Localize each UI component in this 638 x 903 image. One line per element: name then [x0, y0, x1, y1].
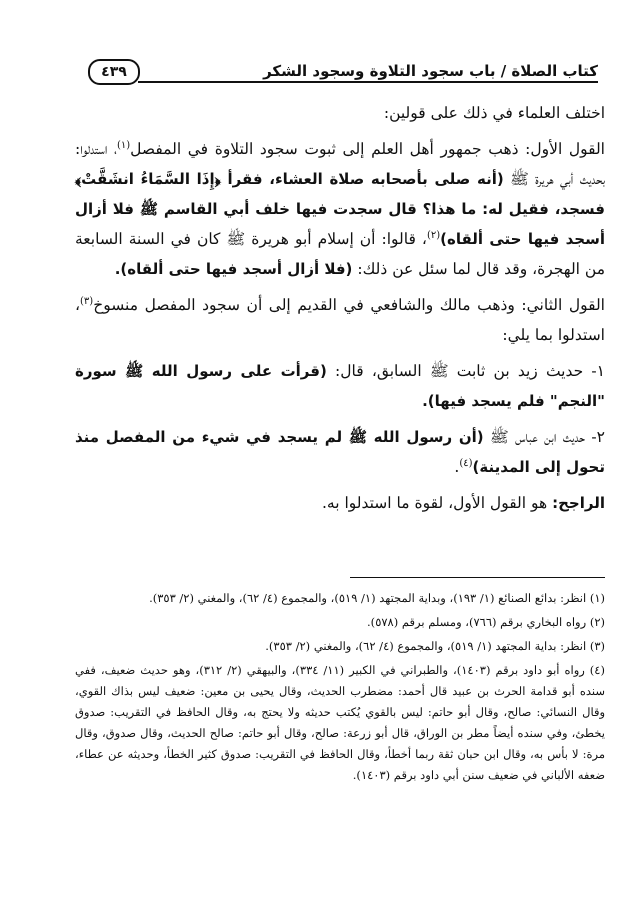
header-rule: [138, 81, 598, 83]
intro-paragraph: اختلف العلماء في ذلك على قولين:: [383, 104, 605, 122]
footnote-1: (١) انظر: بدائع الصنائع (١/ ١٩٣)، وبداية المجتهد (١/ ٥١٩)، والمجموع (٤/ ٦٢)، والمغني (٢/ ٣٥٣).: [149, 591, 605, 605]
first-opinion-text: القول الأول: ذهب جمهور أهل العلم إلى ثبوت سجود التلاوة في المفصل: [130, 140, 605, 158]
footnote-3: (٣) انظر: بداية المجتهد (١/ ٥١٩)، والمجموع (٤/ ٦٢)، والمغني (٢/ ٣٥٣).: [265, 639, 605, 653]
running-header: [88, 62, 598, 84]
second-opinion-tail: ، استدلوا بما يلي:: [75, 296, 605, 344]
footnote-ref-3[interactable]: (٣): [80, 295, 94, 307]
page-number-badge: ٤٣٩: [88, 59, 140, 85]
evidence-item-2: [75, 422, 605, 482]
first-opinion-paragraph: [75, 134, 605, 284]
footnote-4: (٤) رواه أبو داود برقم (١٤٠٣)، والطبراني في الكبير (١١/ ٣٣٤)، والبيهقي (٢/ ٣١٢)، وهو حديث ضعيف، ففي سنده أبو قدامة الحرث بن عبيد قال أحمد: مضطرب الحديث، وقال يحيى بن معين: ضعيف ليس بذاك القوي، وقال النسائي: صالح، وقال أبو حاتم: ليس بالقوي يُكتب حديثه ولا يحتج به، وقال الحافظ في التقريب: صدوق يخطئ، وفي سنده أيضاً مطر بن الوراق، قال أبو زرعة: صالح، وقال أبو حاتم: صالح الحديث، وقال صدوق، وقال مرة: لا بأس به، وقال ابن حبان ثقة ربما أخطأ، وقال الحافظ في التقريب: صدوق كثير الخطأ، وحديثه عن عطاء، ضعفه الألباني في ضعيف سنن أبي داود برقم (١٤٠٣).: [75, 663, 605, 782]
rajih-text: هو القول الأول، لقوة ما استدلوا به.: [321, 494, 548, 512]
evidence-1-quote: (قرأت على رسول الله ﷺ سورة "النجم" فلم يسجد فيها).: [75, 362, 605, 410]
footnote-ref-2[interactable]: (٢): [426, 229, 441, 241]
hadith-quote-abu-hurayra: (أنه صلى بأصحابه صلاة العشاء، فقرأ ﴿إِذَا السَّمَاءُ انشَقَّتْ﴾ فسجد، فقيل له: ما هذا؟ قال سجدت فيها خلف أبي القاسم ﷺ فلا أزال أسجد فيها حتى ألقاه): [75, 170, 605, 248]
main-text: [75, 98, 605, 518]
footnote-ref-4[interactable]: (٤): [459, 457, 473, 469]
first-opinion-evidence: ، استدلوا: بحديث أبي هريرة ﷺ: [75, 140, 605, 188]
footnote-2: (٢) رواه البخاري برقم (٧٦٦)، ومسلم برقم (٥٧٨).: [367, 615, 605, 629]
evidence-item-1: [75, 356, 605, 416]
preponderant-opinion: [75, 488, 605, 518]
footnote-ref-1[interactable]: (١): [116, 139, 131, 151]
evidence-2-quote: (أن رسول الله ﷺ لم يسجد في شيء من المفصل منذ تحول إلى المدينة): [75, 428, 605, 476]
evidence-2-period: .: [454, 458, 460, 476]
second-opinion-text: القول الثاني: وذهب مالك والشافعي في القديم إلى أن سجود المفصل منسوخ: [93, 296, 605, 314]
rajih-label: الراجح:: [552, 494, 605, 512]
hadith-quote-conclusion: (فلا أزال أسجد فيها حتى ألقاه).: [114, 260, 353, 278]
second-opinion-paragraph: [75, 290, 605, 350]
first-opinion-reasoning: ، قالوا: أن إسلام أبو هريرة ﷺ كان في السنة السابعة من الهجرة، وقد قال لما سئل عن ذلك:: [75, 230, 605, 278]
evidence-1-lead: ١- حديث زيد بن ثابت ﷺ السابق، قال:: [335, 362, 605, 380]
chapter-title: كتاب الصلاة / باب سجود التلاوة وسجود الشكر: [263, 62, 598, 80]
footnote-separator: [350, 577, 605, 578]
evidence-2-lead: ٢- حديث ابن عباس ﷺ: [490, 428, 605, 446]
footnotes: [75, 588, 605, 786]
